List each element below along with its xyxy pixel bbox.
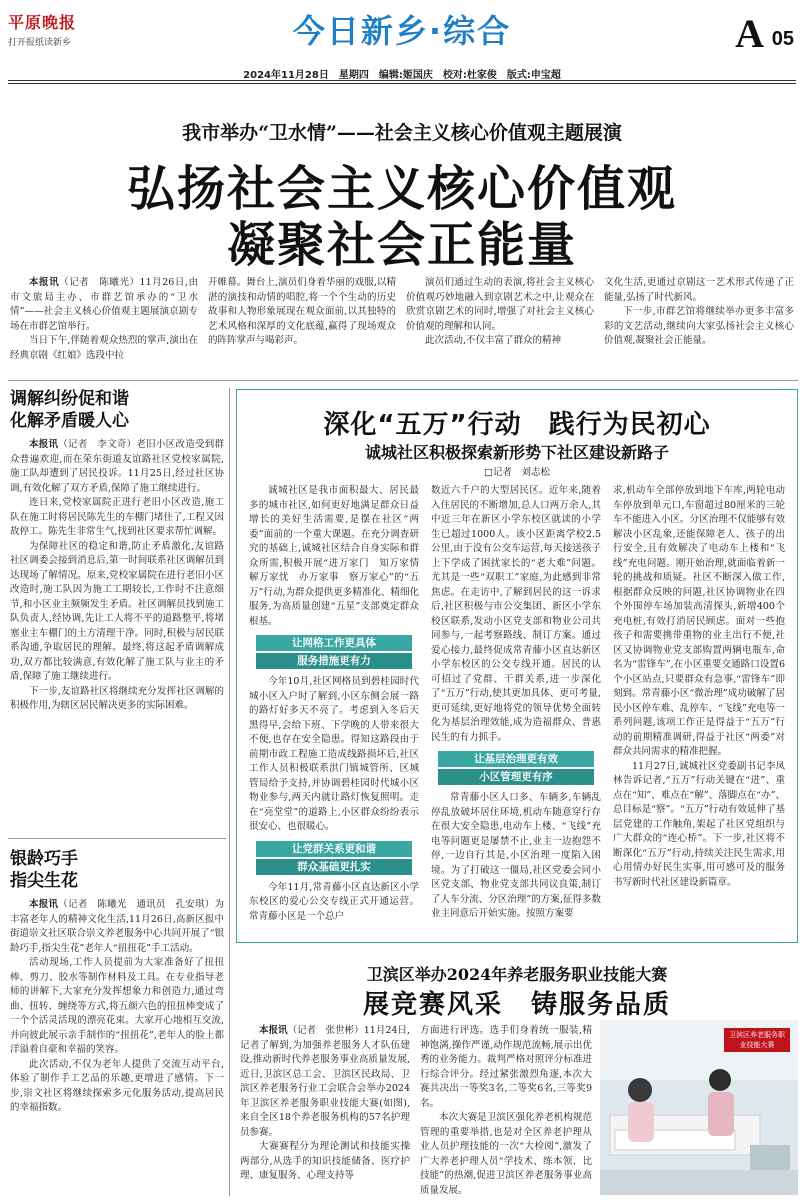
photo-caption-banner: 卫滨区养老服务职业技能大赛 — [724, 1028, 790, 1052]
page-number: 05 — [771, 28, 794, 50]
mediation-headline-line1: 调解纠纷促和谐 — [10, 389, 129, 409]
story-crafts — [10, 848, 224, 1196]
band-2-line1: 让党群关系更和谐 — [256, 841, 412, 857]
logo-slogan: 打开报纸读新乡 — [8, 38, 72, 48]
lead-subtitle: 我市举办“卫水情”——社会主义核心价值观主题展演 — [182, 122, 622, 144]
feature-box — [236, 389, 798, 943]
bottom-subtitle: 卫滨区举办2024年养老服务职业技能大赛 — [366, 965, 668, 984]
bottom-c2b: 本次大赛是卫滨区强化养老机构规范管理的重要举措,也是对全区养老护理从业人员护理技能的一次“大检阅”,激发了广大养老护理人员“学技术、练本领、比技能”的热潮,促进卫滨区养老服务事业高质量发展。 — [420, 1112, 592, 1196]
feature-c1p3: 今年11月,常青藤小区直达新区小学东校区的爱心公交专线正式开通运营。常青藤小区是一个总户 — [249, 881, 419, 922]
lead-col1b-text: 当日下午,伴随着观众热烈的掌声,演出在经典京剧《红娘》选段中拉 — [10, 335, 198, 361]
lead-column-3 — [406, 276, 594, 376]
feature-c2p1: 数近六千户的大型居民区。近年来,随着入住居民的不断增加,总人口两万余人,其中近三年在新区小学东校区就读的小学生已超过1000人。该小区距离学校2.5公里,由于没有公交车运营,每天接送孩子上下学成了困扰家长的“老大难”问题。尤其是一些“双职工”家庭,为此感到非常焦虑。在走访中,了解到居民的这一诉求后,社区积极与市公交集团、新区小学东校区联系,发动小区党支部和物业公司共同参与,一起考察路线、制订方案。通过爱心接力,最终促成常青藤小区直达新区小学东校区的公交专线开通。居民的认可招过了党群、干群关系,进一步深化了“五万”行动,使其更加具体、更可考量,更可延续,更好地将党的领导优势全面转化为基层治理效能,成为造福群众、普惠民生的有力抓手。 — [431, 485, 601, 743]
subhead-band-1 — [256, 635, 412, 669]
left-story-divider — [8, 838, 226, 839]
masthead-divider — [8, 80, 796, 84]
crafts-headline-line1: 银龄巧手 — [10, 849, 78, 869]
lead-column-1 — [10, 276, 198, 376]
feature-subheadline: 诚城社区积极探索新形势下社区建设新路子 — [364, 443, 669, 462]
bottom-byline-detail: （记者 张世彬） — [287, 1025, 364, 1036]
bottom-c1: 11月24日,记者了解到,为加强养老服务人才队伍建设,推动新时代养老服务事业高质量发展,近日,卫滨区总工会、卫滨区民政局、卫滨区养老服务行业工会联合会举办2024年卫滨区养老服务职业技能大赛(如图),来自全区18个养老服务机构的57名护理员参赛。 — [240, 1025, 410, 1138]
crafts-byline: 本报讯 — [29, 899, 59, 910]
logo-text: 平原晚报 — [8, 13, 77, 32]
bottom-column-2 — [420, 1024, 592, 1196]
band-1-line1: 让网格工作更具体 — [256, 635, 412, 651]
lead-column-2 — [208, 276, 396, 376]
mediation-p4: 下一步,友谊路社区将继续充分发挥社区调解的积极作用,为辖区居民解决更多的实际困难。 — [10, 685, 224, 711]
lead-col4-text: 文化生活,更通过京剧这一艺术形式传递了正能量,弘扬了时代新风。 — [604, 277, 794, 303]
feature-c3p2: 11月27日,诚城社区党委副书记李凤林告诉记者,“五万”行动关键在“进”、重点在“知”、难点在“解”、落脚点在“办”、总目标是“察”。“五万”行动有效延伸了基层党建的工作触角,架起了社区党组织与广大群众的“连心桥”。下一步,社区将不断深化“五万”行动,持续关注民生需求,用心用情办好民生实事,用可感可及的服务书写新时代社区建设新篇章。 — [613, 760, 785, 888]
feature-c2p2: 常青藤小区人口多、车辆多,车辆乱停乱放破坏居住环境,机动车随意穿行存在很大安全隐患,电动车上楼、“飞线”充电等问题更是屡禁不止,业主一边抱怨不停,一边自行其是,小区治理一度陷入困境。为了打破这一僵局,社区党委会同小区党支部、物业党支部共同议良策,制订了人车分流、分区治理”的方案,征得多数业主同意后开始实施。按照方案要 — [431, 792, 601, 919]
left-column-rule — [229, 388, 230, 1196]
band-1-line2: 服务措施更有力 — [256, 653, 412, 669]
band-3-line2: 小区管理更有序 — [438, 769, 594, 785]
story-mediation — [10, 388, 224, 828]
lead-byline-detail: （记者 陈曦光） — [59, 277, 140, 288]
lead-col3b-text: 此次活动,不仅丰富了群众的精神 — [425, 335, 562, 346]
feature-c1p2: 今年10月,社区网格员到碧桂园时代城小区入户时了解到,小区东侧会展一路的路灯好多天不亮了。考虑到入冬后天黑得早,会给下班、下学晚的人带来很大不便,也存在安全隐患。得知这路段由于前期市政工程施工造成线路损坏后,社区工作人员积极联系洪门镇城管所、区城管局给予支持,并协调碧桂园时代城小区物业参与,两天内就让路灯恢复照明。走在“亮堂堂”的道路上,小区群众纷纷表示很安心、也很暖心。 — [249, 676, 419, 832]
mediation-p3: 为保障社区的稳定和谐,防止矛盾激化,友谊路社区调委会接到消息后,第一时间联系社区调解员到达现场了解情况。原来,党校家属院在进行老旧小区改造时,施工队因为施工工期较长,工作时不注意细节,和小区业主频频发生矛盾。社区调解员找到施工队负责人,经协调,先让工人将不平的道路整平,将堵塞业主车棚门的土方清理干净。同时,积极与居民联系沟通,争取居民的理解。最终,将这起矛盾调解成功,双方都比较满意,有效化解了施工队与业主的矛盾,保障了施工继续进行。 — [10, 540, 224, 682]
feature-c3p1: 求,机动车全部停放到地下车库,两轮电动车停放到单元口,车窗超过80厘米的三轮车不能进入小区。分区治理不仅能够有效解决小区乱象,还能保障老人、孩子的出行安全,且有效解决了电动车上楼和“飞线”充电问题。刚开始治理,就面临着新一轮的挑战和质疑。社区不断深入做工作,根据群众反映的问题,社区协调物业在四个外围停车场加装高清探头,新增400个充电桩,有效打消居民顾虑。面对一些抱孩子和需要携带重物的业主出行不便,社区又协调物业党支部购置两辆电瓶车,命名为“雷锋车”,在小区重要交通路口设置6个小区站点,只要群众有急事,“雷锋车”即刻到。常青藤小区“微治理”成功破解了居民小区停车难、乱停车、“飞线”充电等一系列问题,该项工作正是得益于“五万”行动的前期精准调研,得益于社区“两委”对群众共同需求的精准把握。 — [613, 485, 785, 757]
bottom-column-1 — [240, 1024, 410, 1196]
masthead — [0, 0, 804, 66]
feature-c1p1: 诚城社区是我市面积最大、居民最多的城市社区,如何更好地满足群众日益增长的美好生活需要,是摆在社区“两委”面前的一个重大课题。在充分调查研究的基础上,诚城社区结合自身实际和群众所需,积极开展“进万家门 知万家情 解万家忧 办万家事 察万家心”的“五万”行动,为群众提供更多精准化、精细化服务,为高质量创建“五星”支部奠定群众根基。 — [249, 485, 429, 627]
lead-col2-text: 开帷幕。舞台上,演员们身着华丽的戏服,以精湛的演技和动情的唱腔,将一个个生动的历史故事和人物形象展现在观众面前,以其独特的艺术风格和深厚的文化底蕴,赢得了现场观众的阵阵掌声与喝彩声。 — [208, 277, 396, 346]
section-title: 今日新乡·综合 — [292, 12, 512, 50]
band-3-line1: 让基层治理更有效 — [438, 751, 594, 767]
crafts-byline-detail: （记者 陈曦光 通讯员 孔安琪） — [58, 899, 215, 910]
mediation-p2: 连日来,党校家属院正进行老旧小区改造,施工队在施工时将居民陈先生的车棚门堵住了,工程又因故停工。陈先生非常生气,找到社区要求帮忙调解。 — [10, 497, 224, 537]
feature-reporter: □记者 刘志松 — [484, 467, 550, 478]
band-2-line2: 群众基础更扎实 — [256, 859, 412, 875]
lead-headline-line2: 凝聚社会正能量 — [226, 217, 577, 273]
mediation-p1: 老旧小区改造受到群众普遍欢迎,而在荣东街道友谊路社区党校家属院,施工队却遭到了居民投诉。11月25日,经过社区协调,有效化解了双方矛盾,保障了施工继续进行。 — [10, 439, 224, 494]
lead-col4b-text: 下一步,市群艺馆将继续举办更多丰富多彩的文艺活动,继续向大家弘扬社会主义核心价值观,凝聚社会正能量。 — [604, 306, 794, 346]
crafts-p3: 此次活动,不仅为老年人提供了交流互动平台,体验了制作手工艺品的乐趣,更增进了感情。下一步,崇文社区将继续探索多元化服务活动,提高居民的幸福指数。 — [10, 1058, 224, 1113]
issue-meta: 2024年11月28日 星期四 编辑:姬国庆 校对:杜家俊 版式:申宝超 — [243, 70, 561, 81]
feature-headline: 深化“五万”行动 践行为民初心 — [323, 410, 711, 440]
feature-column-2 — [431, 484, 601, 936]
crafts-p1: 为丰富老年人的精神文化生活,11月26日,高新区报中街道崇文社区联合崇文养老服务中心共同开展了“银龄巧手,指尖生花”老年人“扭扭花”手工活动。 — [10, 899, 224, 954]
feature-column-3 — [613, 484, 785, 936]
bottom-c2: 方面进行评选。选手们身着统一服装,精神饱满,操作严谨,动作规范流畅,展示出优秀的业务能力。裁判严格对照评分标准进行综合评分。经过紧张激烈角逐,本次大赛共决出一等奖3名,二等奖6名,三等奖9名。 — [420, 1025, 592, 1109]
lead-col1-text: 11月26日,由市文旅局主办、市群艺馆承办的“卫水情”——社会主义核心价值观主题展演京剧专场在市群艺馆举行。 — [10, 277, 198, 332]
crafts-headline-line2: 指尖生花 — [10, 871, 78, 891]
lead-divider — [8, 380, 798, 381]
bottom-byline: 本报讯 — [259, 1025, 288, 1036]
lead-headline-line1: 弘扬社会主义核心价值观 — [126, 161, 677, 217]
competition-photo — [600, 1020, 798, 1195]
lead-byline: 本报讯 — [29, 277, 60, 288]
page-letter: A — [735, 11, 764, 56]
subhead-band-3 — [438, 751, 594, 785]
mediation-byline: 本报讯 — [29, 439, 59, 450]
subhead-band-2 — [256, 841, 412, 875]
bottom-c1b: 大赛赛程分为理论测试和技能实操两部分,从选手的知识技能储备、医疗护理、康复服务、心理支持等 — [240, 1141, 410, 1181]
mediation-byline-detail: （记者 李文奇） — [58, 439, 137, 450]
mediation-headline-line2: 化解矛盾暖人心 — [10, 411, 129, 431]
bottom-headline: 展竞赛风采 铸服务品质 — [362, 990, 671, 1020]
lead-col3-text: 演员们通过生动的表演,将社会主义核心价值观巧妙地融入到京剧艺术之中,让观众在欣赏京剧艺术的同时,增强了对社会主义核心价值观的理解和认同。 — [406, 277, 594, 332]
feature-column-1 — [249, 484, 429, 936]
lead-column-4 — [604, 276, 794, 376]
crafts-p2: 活动现场,工作人员提前为大家准备好了扭扭棒、剪刀、胶水等制作材料及工具。在专业指导老师的讲解下,大家充分发挥想象力和创造力,通过弯曲、扭转、缠绕等方式,将五颜六色的扭扭棒变成了一个个活灵活现的漂亮花束。大家开心地相互交流,并向彼此展示亲手制作的“扭扭花”,老年人的脸上都洋溢着自豪和幸福的笑容。 — [10, 957, 224, 1055]
